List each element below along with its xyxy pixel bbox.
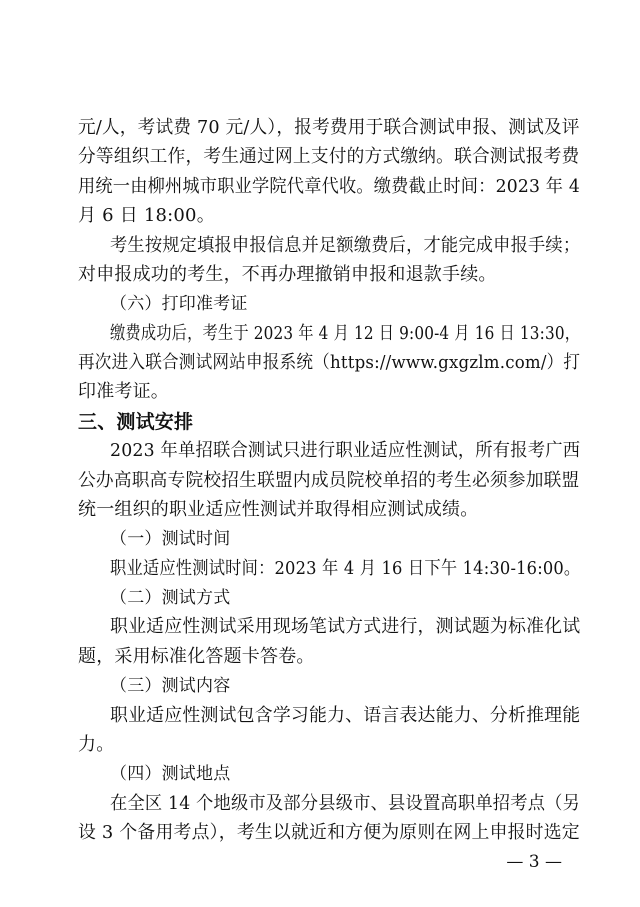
body-line-10: 印准考证。	[78, 381, 169, 402]
section-heading-test-content: （三）测试内容	[110, 676, 231, 696]
body-line-16: 职业适应性测试时间：2023 年 4 月 16 日下午 14:30-16:00。	[110, 558, 581, 579]
body-line-2: 分等组织工作，考生通过网上支付的方式缴纳。联合测试报考费	[78, 146, 580, 167]
body-line-3: 用统一由柳州城市职业学院代章代收。缴费截止时间：2023 年 4	[78, 176, 581, 197]
section-heading-test-time: （一）测试时间	[110, 529, 231, 549]
body-line-14: 统一组织的职业适应性测试并取得相应测试成绩。	[78, 499, 479, 520]
body-line-5: 考生按规定填报申报信息并足额缴费后，才能完成申报手续；	[110, 235, 581, 256]
section-heading-print-admission-ticket: （六）打印准考证	[110, 294, 248, 314]
section-heading-test-arrangement: 三、测试安排	[78, 411, 194, 433]
body-line-12: 2023 年单招联合测试只进行职业适应性测试，所有报考广西	[110, 440, 581, 461]
page-number: — 3 —	[506, 852, 562, 872]
body-line-22: 力。	[78, 734, 115, 755]
body-line-1: 元/人，考试费 70 元/人），报考费用于联合测试申报、测试及评	[78, 117, 580, 138]
body-line-24: 在全区 14 个地级市及部分县级市、县设置高职单招考点（另	[110, 793, 581, 814]
body-line-8: 缴费成功后，考生于 2023 年 4 月 12 日 9:00-4 月 16 日 13:30，	[110, 323, 581, 344]
body-line-21: 职业适应性测试包含学习能力、语言表达能力、分析推理能	[110, 705, 581, 726]
body-line-25: 设 3 个备用考点），考生以就近和方便为原则在网上申报时选定	[78, 822, 580, 843]
section-heading-test-method: （二）测试方式	[110, 588, 231, 608]
body-line-19: 题，采用标准化答题卡答卷。	[78, 646, 315, 667]
body-line-4: 月 6 日 18:00。	[78, 205, 215, 226]
body-line-18: 职业适应性测试采用现场笔试方式进行，测试题为标准化试	[110, 616, 581, 637]
body-line-9: 再次进入联合测试网站申报系统（https://www.gxgzlm.com/）打	[78, 352, 581, 373]
section-heading-test-location: （四）测试地点	[110, 764, 231, 784]
body-line-13: 公办高职高专院校招生联盟内成员院校单招的考生必须参加联盟	[78, 470, 580, 491]
body-line-6: 对申报成功的考生，不再办理撤销申报和退款手续。	[78, 264, 497, 285]
